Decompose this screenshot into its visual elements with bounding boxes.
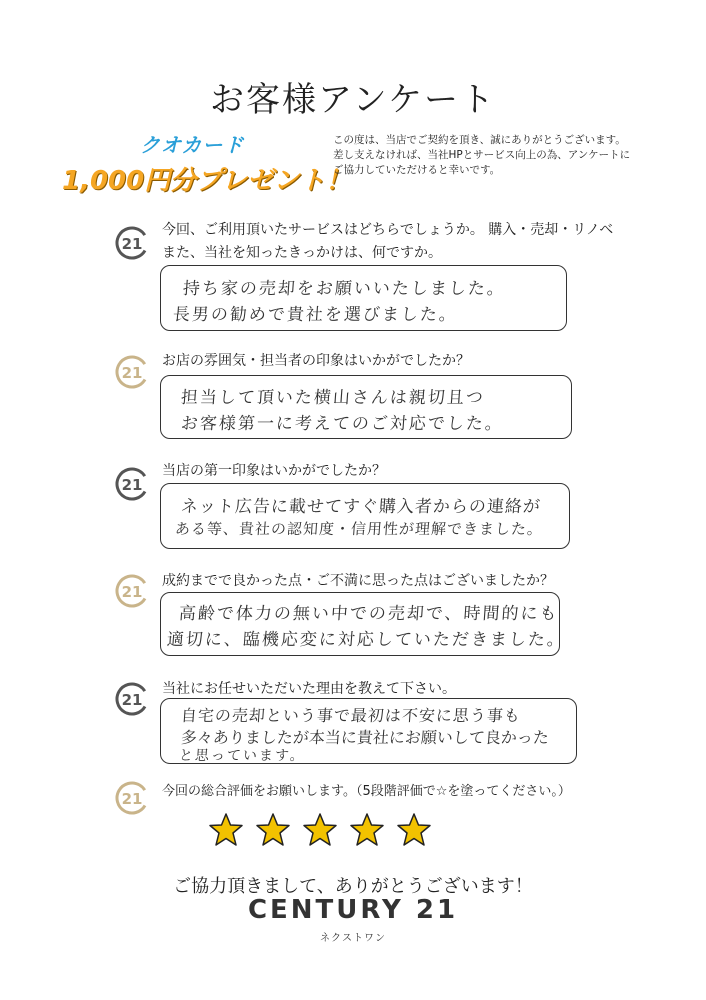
answer-4-line-2: 適切に、臨機応変に対応していただきました。 xyxy=(166,630,567,650)
question-3: 当店の第一印象はいかがでしたか？ xyxy=(162,463,386,479)
answer-3-line-1: ネット広告に載せてすぐ購入者からの連絡が xyxy=(180,497,542,517)
century21-badge-icon xyxy=(114,466,150,502)
answer-5-line-2: 多々ありましたが本当に貴社にお願いして良かった xyxy=(180,728,550,747)
answer-box-2[interactable] xyxy=(160,375,572,439)
answer-1-line-2: 長男の勧めで貴社を選びました。 xyxy=(172,305,459,325)
promo-quo-card: クオカード xyxy=(140,133,245,157)
answer-5-line-3: と思っています。 xyxy=(178,748,307,764)
intro-line: ご協力していただけると幸いです。 xyxy=(333,164,501,176)
answer-4-line-1: 高齢で体力の無い中での売却で、時間的にも xyxy=(178,604,560,624)
answer-2-line-1: 担当して頂いた横山さんは親切且つ xyxy=(180,388,486,408)
answer-box-4[interactable] xyxy=(160,592,567,656)
question-1-line-1: 今回、ご利用頂いたサービスはどちらでしょうか。 購入・売却・リノベ xyxy=(162,222,614,238)
intro-line: 差し支えなければ、当社HPとサービス向上の為、アンケートに xyxy=(333,149,631,161)
century21-badge-icon xyxy=(114,681,150,717)
answer-3-line-2: ある等、貴社の認知度・信用性が理解できました。 xyxy=(174,520,544,538)
page-title: お客様アンケート xyxy=(210,80,496,120)
badge-label: 21 xyxy=(121,235,143,253)
promo-present: 1,000円分プレゼント！ xyxy=(62,166,352,196)
badge-label: 21 xyxy=(121,583,143,601)
century21-logo: CENTURY 21 xyxy=(247,895,459,925)
question-5: 当社にお任せいただいた理由を教えて下さい。 xyxy=(162,681,456,697)
century21-badge-icon xyxy=(114,780,150,816)
star-icon[interactable] xyxy=(208,812,244,848)
badge-label: 21 xyxy=(121,364,143,382)
badge-label: 21 xyxy=(121,691,143,709)
answer-box-5[interactable] xyxy=(160,698,577,764)
answer-1-line-1: 持ち家の売却をお願いいたしました。 xyxy=(182,279,507,299)
question-1-line-2: また、当社を知ったきっかけは、何ですか。 xyxy=(162,245,442,261)
badge-label: 21 xyxy=(121,476,143,494)
star-rating[interactable] xyxy=(208,812,432,848)
star-icon[interactable] xyxy=(302,812,338,848)
century21-badge-icon xyxy=(114,354,150,390)
star-icon[interactable] xyxy=(396,812,432,848)
intro-line: この度は、当店でご契約を頂き、誠にありがとうございます。 xyxy=(333,134,626,146)
answer-5-line-1: 自宅の売却という事で最初は不安に思う事も xyxy=(180,706,522,725)
answer-box-3[interactable] xyxy=(160,483,570,549)
company-subtitle: ネクストワン xyxy=(320,933,386,944)
question-2: お店の雰囲気・担当者の印象はいかがでしたか？ xyxy=(162,353,470,369)
rating-question: 今回の総合評価をお願いします。（5段階評価で☆を塗ってください。） xyxy=(162,784,571,799)
answer-2-line-2: お客様第一に考えてのご対応でした。 xyxy=(180,414,505,434)
century21-badge-icon xyxy=(114,225,150,261)
badge-label: 21 xyxy=(121,790,143,808)
star-icon[interactable] xyxy=(255,812,291,848)
question-4: 成約までで良かった点・ご不満に思った点はございましたか？ xyxy=(162,573,554,589)
answer-box-1[interactable] xyxy=(160,265,567,331)
star-icon[interactable] xyxy=(349,812,385,848)
thanks-message: ご協力頂きまして、ありがとうございます！ xyxy=(173,876,533,897)
intro-text xyxy=(333,133,663,178)
century21-badge-icon xyxy=(114,573,150,609)
